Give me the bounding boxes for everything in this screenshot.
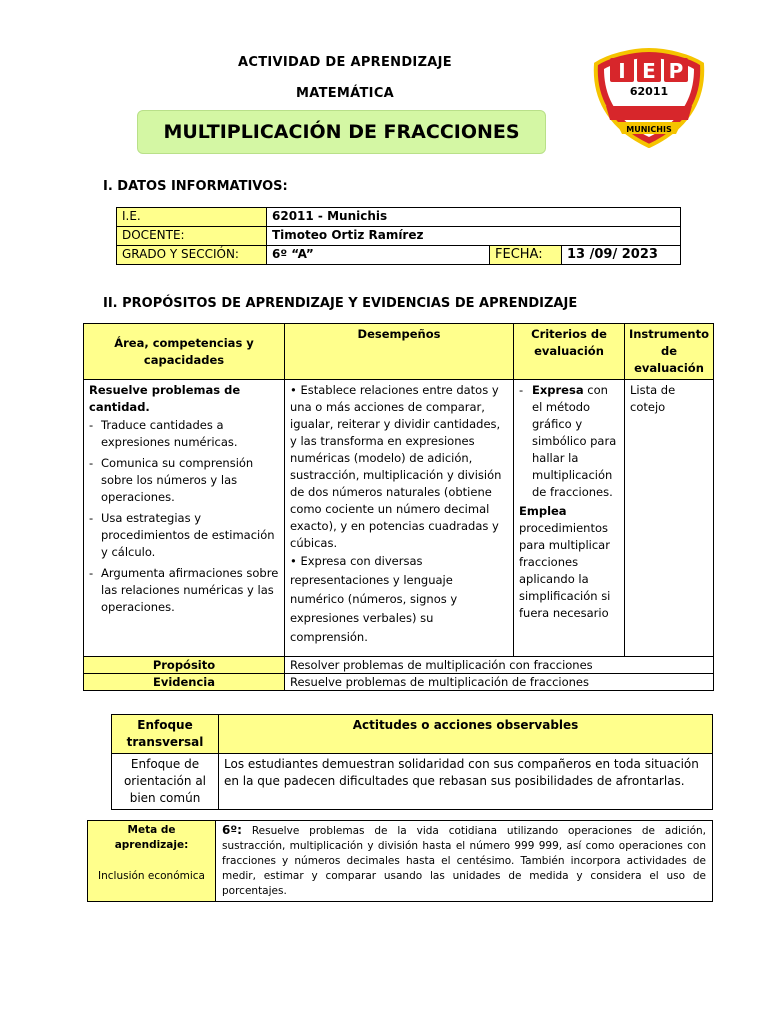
table-row [112, 754, 713, 810]
enfoque-actitud: Los estudiantes demuestran solidaridad con sus compañeros en toda situación en la que padecen dificultades que rebasan sus posibilidades de afrontarlas. [219, 754, 713, 810]
docente-value: Timoteo Ortiz Ramírez [267, 227, 681, 246]
propositos-table [83, 323, 714, 691]
meta-label-cell [88, 821, 216, 902]
section-1-heading: I. DATOS INFORMATIVOS: [103, 179, 288, 194]
header-line-1: ACTIVIDAD DE APRENDIZAJE [238, 55, 452, 70]
table-row [84, 657, 714, 674]
desempenos-list [290, 382, 508, 647]
list-item: - Traduce cantidades a expresiones numéricas. [89, 417, 279, 451]
logo-number: 62011 [629, 85, 669, 98]
meta-text: Resuelve problemas de la vida cotidiana utilizando operaciones de adición, sustracción, multiplicación y división hasta el número 999 999, así como operaciones con fracciones y números decimales hasta el centésimo. También incorpora actividades de medir, estimar y comparar usando las unidades de medida y considera el uso de porcentajes. [222, 825, 707, 897]
proposito-value: Resolver problemas de multiplicación con fracciones [285, 657, 714, 674]
table-header-row [112, 715, 713, 754]
evidencia-value: Resuelve problemas de multiplicación de fracciones [285, 674, 714, 691]
grado-value: 6º “A” [267, 246, 490, 265]
meta-grade: 6º: [222, 823, 242, 837]
list-item: - Comunica su comprensión sobre los números y las operaciones. [89, 455, 279, 506]
datos-table [116, 207, 681, 265]
instrumento-cell: Lista de cotejo [625, 380, 714, 657]
criterio-1 [519, 382, 619, 501]
table-row [117, 227, 681, 246]
enfoque-name: Enfoque de orientación al bien común [112, 754, 219, 810]
evidencia-label: Evidencia [84, 674, 285, 691]
table-row [84, 674, 714, 691]
meta-sub: Inclusión económica [98, 870, 205, 882]
list-item: • Expresa con diversas representaciones y lenguaje numérico (números, signos y expresiones verbales) su comprensión. [290, 552, 508, 647]
table-row [84, 380, 714, 657]
page-title-text: MULTIPLICACIÓN DE FRACCIONES [163, 121, 520, 143]
col-header-area: Área, competencias y capacidades [84, 324, 285, 380]
school-logo [592, 48, 706, 148]
proposito-label: Propósito [84, 657, 285, 674]
competencias-cell [84, 380, 285, 657]
list-item: • Establece relaciones entre datos y una o más acciones de comparar, igualar, reiterar y dividir cantidades, y las transforma en expresiones numéricas (modelo) de adición, sustracción, multiplicación y división de dos números naturales (obtiene como cociente un número decimal exacto), y en potencias cuadradas y cúbicas. [290, 382, 508, 552]
logo-letter-e: E [642, 59, 656, 83]
desempenos-cell [285, 380, 514, 657]
enfoque-table [111, 714, 713, 810]
fecha-label: FECHA: [490, 246, 562, 265]
criterios-cell [514, 380, 625, 657]
logo-letter-p: P [668, 59, 684, 83]
logo-ribbon: MUNICHIS [626, 125, 672, 134]
list-item: - Argumenta afirmaciones sobre las relaciones numéricas y las operaciones. [89, 565, 279, 616]
criterio-2-verb: Emplea [519, 504, 567, 518]
meta-text-cell [216, 821, 713, 902]
table-header-row [84, 324, 714, 380]
col-header-actitudes: Actitudes o acciones observables [219, 715, 713, 754]
capacidades-list [89, 417, 279, 616]
col-header-instrumento: Instrumento de evaluación [625, 324, 714, 380]
table-row [88, 821, 713, 902]
table-row [117, 208, 681, 227]
grado-label: GRADO Y SECCIÓN: [117, 246, 267, 265]
fecha-value: 13 /09/ 2023 [562, 246, 681, 265]
list-item: - Usa estrategias y procedimientos de estimación y cálculo. [89, 510, 279, 561]
page-title [137, 110, 546, 154]
ie-label: I.E. [117, 208, 267, 227]
col-header-criterios: Criterios de evaluación [514, 324, 625, 380]
competencia-title: Resuelve problemas de cantidad. [89, 383, 241, 414]
docente-label: DOCENTE: [117, 227, 267, 246]
criterio-2-text: procedimientos para multiplicar fracciones aplicando la simplificación si fuera necesario [519, 521, 611, 620]
criterio-dash: - [519, 383, 524, 397]
col-header-enfoque: Enfoque transversal [112, 715, 219, 754]
col-header-desempenos: Desempeños [285, 324, 514, 380]
criterio-2 [519, 503, 619, 622]
meta-label: Meta de aprendizaje: [114, 824, 189, 851]
table-row [117, 246, 681, 265]
logo-letter-i: I [618, 59, 626, 83]
criterio-1-text: con el método gráfico y simbólico para hallar la multiplicación de fracciones. [532, 383, 617, 499]
header-line-2: MATEMÁTICA [295, 86, 395, 101]
criterio-1-verb: Expresa [532, 383, 584, 397]
ie-value: 62011 - Munichis [267, 208, 681, 227]
section-2-heading: II. PROPÓSITOS DE APRENDIZAJE Y EVIDENCIAS DE APRENDIZAJE [103, 296, 578, 311]
meta-table [87, 820, 713, 902]
